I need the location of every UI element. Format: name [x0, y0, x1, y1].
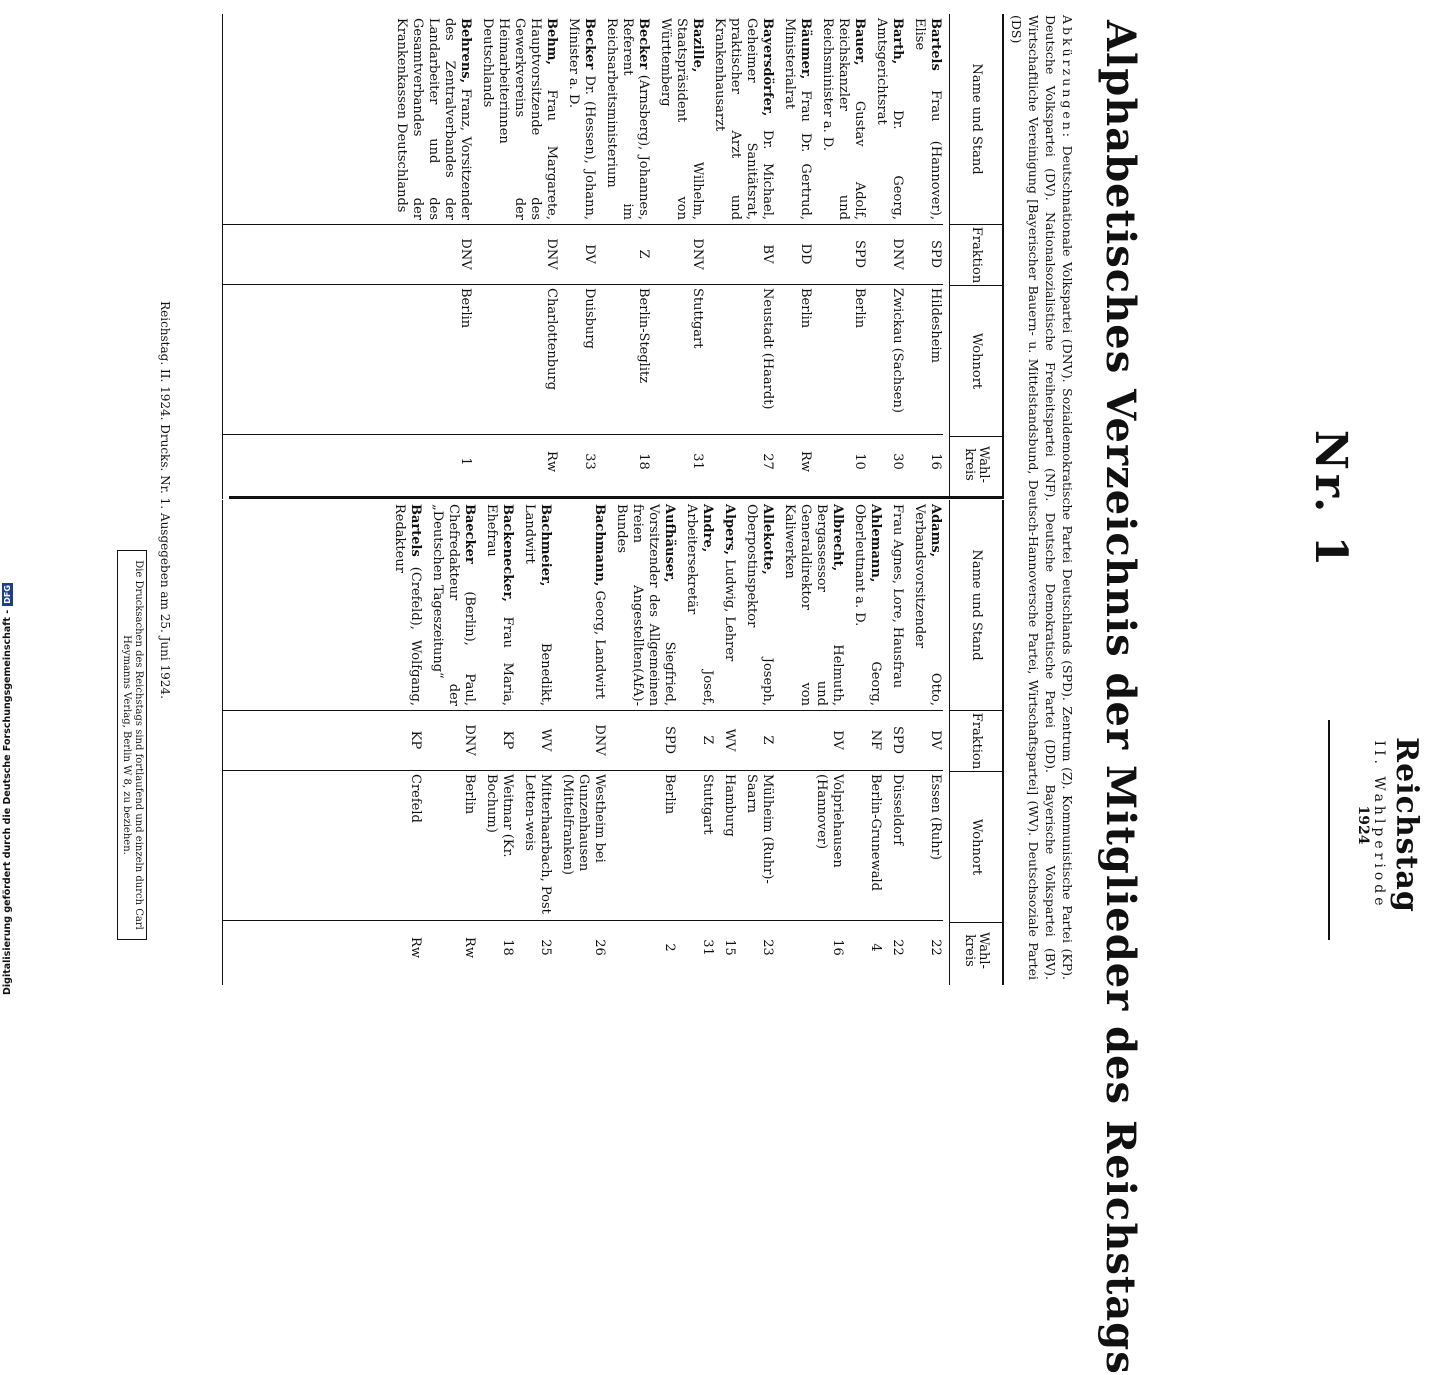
member-surname: Bachmann, — [592, 504, 607, 587]
member-wohnort: Zwickau (Sachsen) — [890, 288, 905, 413]
table-row — [781, 500, 845, 985]
member-surname: Bartels — [408, 504, 423, 557]
masthead-year: 1924 — [1355, 805, 1371, 845]
member-fraktion: WV — [722, 728, 737, 752]
table-row — [873, 14, 905, 499]
table-row — [657, 14, 705, 499]
table-row — [603, 14, 651, 499]
dfg-credit — [0, 585, 14, 995]
member-wohnort: Essen (Ruhr) — [928, 774, 943, 860]
member-surname: Bayersdörfer, — [760, 18, 775, 117]
member-surname: Aufhäuser, — [662, 504, 677, 583]
member-name — [743, 500, 775, 710]
member-wahlkreis: 31 — [690, 453, 705, 470]
table-row — [559, 500, 607, 985]
abbreviations-lead: Abkürzungen: — [1060, 15, 1075, 140]
member-fraktion: KP — [408, 730, 423, 750]
member-fraktion: Z — [760, 735, 775, 745]
member-details: Frau (Hannover), Elise — [912, 18, 943, 220]
abbreviations-text: Deutschnationale Volkspartei (DNV). Sozialdemokratische Partei Deutschlands (SPD). Zentrum (Z). Kommunistische Partei (KP). Deutsche Volkspartei (DV). Nationalsozialistische Freiheitspartei (NF). Deutsche Demokratische Partei (DD). Bayerische Volkspartei (BV). Wirtschaftliche Vereinigung [Bayerischer Bauern- u. Mittelstandsbund, Deutsch-Hannoversche Partei, Wirtschaftspartei] (WV). Deutschsoziale Partei (DS) — [1009, 15, 1075, 980]
member-name — [483, 500, 515, 710]
table-row — [565, 14, 597, 499]
member-wohnort: Crefeld — [408, 774, 423, 823]
member-wahlkreis: 26 — [592, 939, 607, 956]
member-name — [711, 14, 775, 224]
member-fraktion: SPD — [890, 725, 905, 755]
member-wohnort: Hildesheim — [928, 288, 943, 363]
member-name — [479, 14, 559, 224]
member-details: Franz, Vorsitzender des Zentralverbandes der Landarbeiter und des Gesamtverbandes der Krankenkassen Deutschlands — [394, 18, 473, 220]
header-wohnort: Wohnort — [950, 286, 1002, 437]
member-fraktion: DV — [928, 730, 943, 750]
header-wahlkreis: Wahl-kreis — [962, 446, 991, 483]
member-details: (Arnsberg), Johannes, Referent im Reichsarbeitsministerium — [604, 18, 651, 220]
member-fraktion: NF — [868, 729, 883, 751]
member-surname: Bauer, — [852, 18, 867, 66]
header-fraktion: Fraktion — [950, 225, 1002, 286]
masthead — [1355, 710, 1424, 940]
member-wahlkreis: 25 — [538, 939, 553, 956]
member-wahlkreis: 16 — [928, 453, 943, 470]
member-wohnort: Berlin-Grunewald — [868, 774, 883, 891]
member-fraktion: BV — [760, 244, 775, 264]
member-name — [851, 500, 883, 710]
table-row — [521, 500, 553, 985]
member-name — [781, 500, 845, 710]
table-row — [781, 14, 813, 499]
member-wahlkreis: Rw — [798, 451, 813, 472]
member-wohnort: Volpriehausen (Hannover) — [814, 774, 845, 868]
member-surname: Bäumer, — [798, 18, 813, 80]
member-name — [889, 500, 905, 710]
member-wohnort: Hamburg — [722, 774, 737, 837]
table-row — [479, 14, 559, 499]
member-wohnort: Mitterhaarbach, Post Letten-weis — [522, 774, 553, 914]
member-surname: Baecker — [462, 504, 477, 564]
member-wohnort: Düsseldorf — [890, 774, 905, 846]
member-wahlkreis: 4 — [868, 943, 883, 952]
member-fraktion: DNV — [690, 238, 705, 270]
member-name — [603, 14, 651, 224]
header-wohnort: Wohnort — [950, 772, 1002, 923]
member-details: Josef, Arbeitersekretär — [684, 504, 715, 706]
member-surname: Allekotte, — [760, 504, 775, 575]
member-wahlkreis: 1 — [458, 457, 473, 466]
member-fraktion: WV — [538, 728, 553, 752]
member-name — [393, 14, 473, 224]
member-wahlkreis: Rw — [462, 937, 477, 958]
member-details: Frau Dr. Gertrud, Ministerialrat — [782, 18, 813, 220]
member-fraktion: Z — [700, 735, 715, 745]
member-details: Georg, Oberleutnant a. D. — [852, 504, 883, 706]
member-fraktion: DNV — [462, 724, 477, 756]
table-row — [683, 500, 715, 985]
member-wahlkreis: 18 — [636, 453, 651, 470]
member-surname: Bachmeier, — [538, 504, 553, 587]
member-name — [559, 500, 607, 710]
member-wahlkreis: 30 — [890, 453, 905, 470]
member-fraktion: DNV — [592, 724, 607, 756]
header-name: Name und Stand — [950, 14, 1002, 225]
document-number: Nr. 1 — [1305, 429, 1356, 571]
member-details: Georg, Landwirt — [592, 590, 607, 700]
table-row — [743, 500, 775, 985]
member-details: Dr. Georg, Amtsgerichtsrat — [874, 18, 905, 220]
member-surname: Bazille, — [690, 18, 705, 73]
member-wohnort: Berlin — [852, 288, 867, 329]
member-wohnort: Berlin — [798, 288, 813, 329]
member-details: (Berlin), Paul, Chefredakteur der „Deutschen Tageszeitung“ — [430, 504, 477, 706]
footer-imprint: Reichstag. II. 1924. Drucks. Nr. 1. Ausgegeben am 25. Juni 1924. — [158, 301, 172, 699]
member-details: Frau Agnes, Lore, Hausfrau — [890, 504, 905, 689]
table-row — [889, 500, 905, 985]
member-wohnort: Berlin-Steglitz — [636, 288, 651, 384]
member-details: Wilhelm, Staatspräsident von Württemberg — [658, 18, 705, 220]
member-name — [521, 500, 553, 710]
member-surname: Barth, — [890, 18, 905, 65]
member-fraktion: DNV — [458, 238, 473, 270]
member-details: Helmuth, Bergassessor und Generaldirektor von Kaliwerken — [782, 504, 845, 706]
member-wohnort: Westheim bei Gunzenhausen (Mittelfranken) — [560, 774, 607, 876]
header-fraktion: Fraktion — [950, 711, 1002, 772]
member-wohnort: Berlin — [662, 774, 677, 815]
member-name — [873, 14, 905, 224]
member-surname: Ahlemann, — [868, 504, 883, 583]
member-details: Benedikt, Landwirt — [522, 504, 553, 706]
member-wohnort: Stuttgart — [690, 288, 705, 349]
member-fraktion: SPD — [662, 725, 677, 755]
member-wahlkreis: 2 — [662, 943, 677, 952]
table-row — [429, 500, 477, 985]
header-wahlkreis: Wahl-kreis — [962, 932, 991, 969]
dfg-credit-text: Digitalisierung gefördert durch die Deutsche Forschungsgemeinschaft - — [1, 609, 13, 995]
member-details: Siegfried, Vorsitzender des Allgemeinen freien Angestellten(AfA)-Bundes — [614, 504, 677, 706]
page-title: Alphabetisches Verzeichnis der Mitglieder des Reichstags — [1097, 20, 1144, 1375]
members-table-first — [222, 14, 1004, 499]
member-name — [613, 500, 677, 710]
table-row — [391, 500, 423, 985]
member-name — [429, 500, 477, 710]
member-fraktion: DD — [798, 243, 813, 265]
member-wohnort: Charlottenburg — [544, 288, 559, 391]
table-row — [911, 500, 943, 985]
members-table-second — [222, 500, 1004, 985]
member-surname: Andre, — [700, 504, 715, 553]
member-wohnort: Neustadt (Haardt) — [760, 288, 775, 410]
member-wahlkreis: 22 — [890, 939, 905, 956]
member-wahlkreis: Rw — [408, 937, 423, 958]
member-fraktion: DV — [582, 244, 597, 264]
member-name — [565, 14, 597, 224]
member-wahlkreis: Rw — [544, 451, 559, 472]
table-row — [483, 500, 515, 985]
member-wohnort: Weitmar (Kr. Bochum) — [484, 774, 515, 858]
member-wohnort: Mülheim (Ruhr)-Saarn — [744, 774, 775, 884]
member-wahlkreis: 31 — [700, 939, 715, 956]
member-fraktion: SPD — [852, 239, 867, 269]
member-fraktion: KP — [500, 730, 515, 750]
member-details: Frau Maria, Ehefrau — [484, 504, 515, 706]
member-name — [911, 14, 943, 224]
table-row — [711, 14, 775, 499]
member-wohnort: Berlin — [458, 288, 473, 329]
member-details: Dr. (Hessen), Johann, Minister a. D. — [566, 18, 597, 220]
member-details: Joseph, Oberpostinspektor — [744, 504, 775, 706]
member-details: Ludwig, Lehrer — [722, 559, 737, 662]
member-surname: Backenecker, — [500, 504, 515, 602]
member-details: Frau Margarete, Hauptvorsitzende des Gewerkvereins der Heimarbeiterinnen Deutschlands — [480, 18, 559, 220]
member-wahlkreis: 27 — [760, 453, 775, 470]
member-fraktion: DV — [830, 730, 845, 750]
table-row — [613, 500, 677, 985]
member-surname: Becker — [636, 18, 651, 70]
header-name: Name und Stand — [950, 500, 1002, 711]
member-name — [819, 14, 867, 224]
dfg-logo: DFG — [2, 585, 12, 604]
member-surname: Adams, — [928, 504, 943, 558]
member-wahlkreis: 22 — [928, 939, 943, 956]
member-wohnort: Stuttgart — [700, 774, 715, 835]
member-details: (Crefeld), Wolfgang, Redakteur — [392, 504, 423, 706]
table-row — [911, 14, 943, 499]
member-details: Dr. Michael, Geheimer Sanitätsrat, praktischer Arzt und Krankenhausarzt — [712, 18, 775, 220]
member-surname: Alpers, — [722, 504, 737, 556]
member-name — [657, 14, 705, 224]
member-surname: Bartels — [928, 18, 943, 71]
member-wahlkreis: 15 — [722, 939, 737, 956]
member-fraktion: SPD — [928, 239, 943, 269]
member-fraktion: DNV — [544, 238, 559, 270]
table-row — [851, 500, 883, 985]
member-wohnort: Duisburg — [582, 288, 597, 349]
column-divider — [229, 496, 1004, 499]
member-name — [781, 14, 813, 224]
member-surname: Albrecht, — [830, 504, 845, 572]
table-header — [949, 14, 1002, 499]
masthead-subtitle: II. Wahlperiode — [1371, 740, 1387, 910]
member-wahlkreis: 16 — [830, 939, 845, 956]
member-name — [391, 500, 423, 710]
table-row — [721, 500, 737, 985]
member-details: Otto, Verbandsvorsitzender — [912, 504, 943, 706]
member-wahlkreis: 10 — [852, 453, 867, 470]
table-row — [819, 14, 867, 499]
table-header — [949, 500, 1002, 985]
member-surname: Becker — [582, 18, 597, 70]
member-wahlkreis: 18 — [500, 939, 515, 956]
member-surname: Behm, — [544, 18, 559, 65]
footnote-box: Die Drucksachen des Reichstags sind fortlaufend und einzeln durch Carl Heymanns Verlag, Berlin W 8, zu beziehen. — [117, 550, 147, 940]
member-name — [721, 500, 737, 710]
table-body — [223, 500, 943, 985]
member-surname: Behrens, — [458, 18, 473, 84]
table-body — [223, 14, 943, 499]
table-row — [393, 14, 473, 499]
member-wahlkreis: 33 — [582, 453, 597, 470]
member-fraktion: Z — [636, 249, 651, 259]
member-wahlkreis: 23 — [760, 939, 775, 956]
member-name — [683, 500, 715, 710]
member-name — [911, 500, 943, 710]
abbreviations-note — [1008, 15, 1076, 980]
member-details: Gustav Adolf, Reichskanzler und Reichsminister a. D. — [820, 18, 867, 220]
member-fraktion: DNV — [890, 238, 905, 270]
member-wohnort: Berlin — [462, 774, 477, 815]
masthead-title: Reichstag — [1389, 737, 1424, 913]
